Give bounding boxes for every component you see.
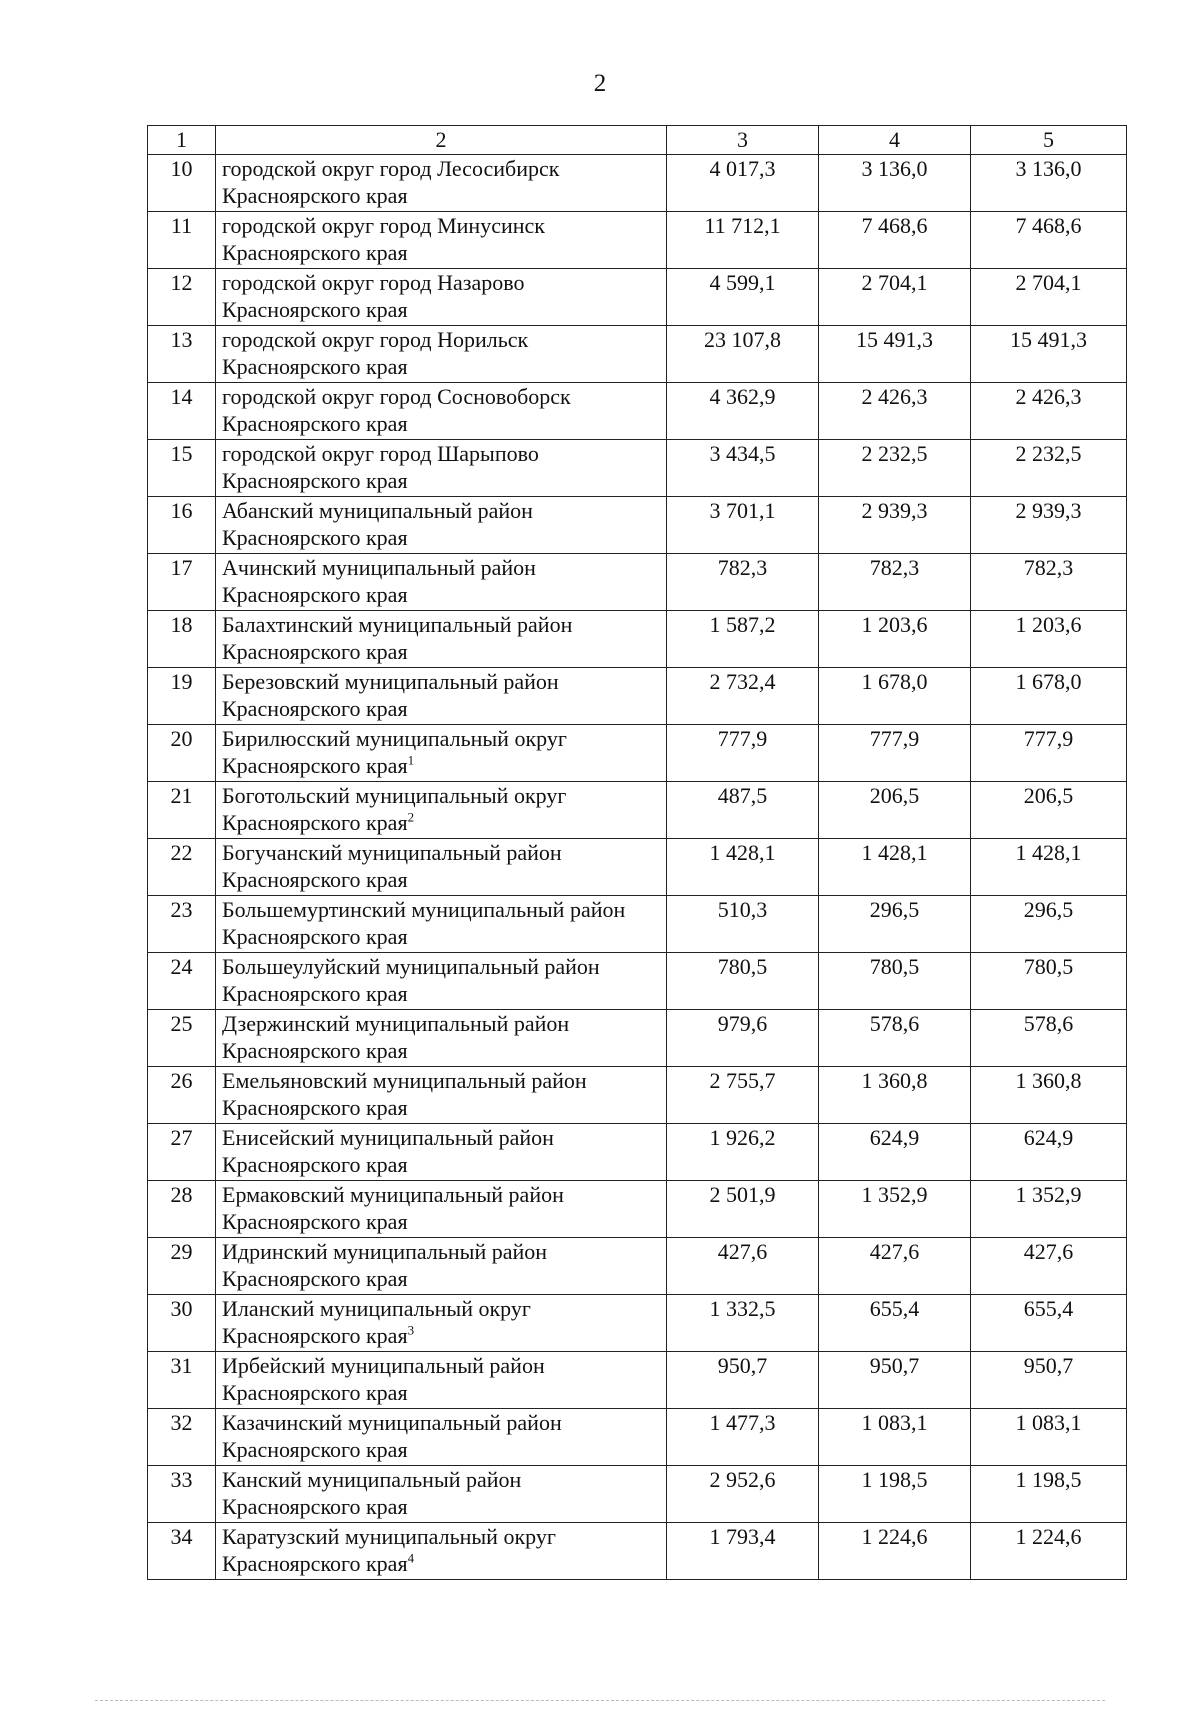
table-row	[148, 1352, 1127, 1409]
value-cell-c4: 3 136,0	[819, 155, 971, 212]
row-number: 25	[148, 1010, 216, 1067]
municipality-name-cell	[216, 1067, 667, 1124]
row-number: 17	[148, 554, 216, 611]
value-cell-c5: 950,7	[971, 1352, 1127, 1409]
value-cell-c3: 1 587,2	[667, 611, 819, 668]
municipality-name-cell	[216, 554, 667, 611]
municipality-name-line2	[222, 1037, 666, 1064]
municipality-name-line1: Бирилюсский муниципальный округ	[222, 726, 567, 751]
municipality-name-line2	[222, 1322, 666, 1349]
data-table	[147, 125, 1127, 1580]
value-cell-c5: 427,6	[971, 1238, 1127, 1295]
row-number: 22	[148, 839, 216, 896]
region-text: Красноярского края	[222, 1038, 408, 1063]
municipality-name-line2	[222, 353, 666, 380]
region-text: Красноярского края	[222, 1095, 408, 1120]
value-cell-c4: 7 468,6	[819, 212, 971, 269]
region-text: Красноярского края	[222, 582, 408, 607]
region-text: Красноярского края	[222, 354, 408, 379]
value-cell-c5: 782,3	[971, 554, 1127, 611]
table-row	[148, 839, 1127, 896]
value-cell-c3: 1 477,3	[667, 1409, 819, 1466]
region-text: Красноярского края	[222, 696, 408, 721]
value-cell-c3: 1 926,2	[667, 1124, 819, 1181]
table-row	[148, 668, 1127, 725]
municipality-name-line2	[222, 695, 666, 722]
value-cell-c3: 777,9	[667, 725, 819, 782]
region-text: Красноярского края	[222, 468, 408, 493]
row-number: 28	[148, 1181, 216, 1238]
municipality-name-line1: Емельяновский муниципальный район	[222, 1068, 587, 1093]
municipality-name-line1: Казачинский муниципальный район	[222, 1410, 562, 1435]
value-cell-c4: 1 678,0	[819, 668, 971, 725]
municipality-name-cell	[216, 896, 667, 953]
value-cell-c4: 1 083,1	[819, 1409, 971, 1466]
municipality-name-cell	[216, 497, 667, 554]
municipality-name-line1: городской округ город Лесосибирск	[222, 156, 560, 181]
value-cell-c5: 1 352,9	[971, 1181, 1127, 1238]
region-text: Красноярского края	[222, 1323, 408, 1348]
value-cell-c3: 2 952,6	[667, 1466, 819, 1523]
table-row	[148, 155, 1127, 212]
municipality-name-cell	[216, 953, 667, 1010]
municipality-name-line1: Енисейский муниципальный район	[222, 1125, 554, 1150]
region-text: Красноярского края	[222, 297, 408, 322]
municipality-name-line1: Богучанский муниципальный район	[222, 840, 562, 865]
municipality-name-line1: Каратузский муниципальный округ	[222, 1524, 556, 1549]
value-cell-c4: 2 939,3	[819, 497, 971, 554]
municipality-name-line2	[222, 239, 666, 266]
value-cell-c5: 7 468,6	[971, 212, 1127, 269]
value-cell-c4: 777,9	[819, 725, 971, 782]
table-row	[148, 1124, 1127, 1181]
value-cell-c4: 2 232,5	[819, 440, 971, 497]
municipality-name-line1: Идринский муниципальный район	[222, 1239, 548, 1264]
header-cell-3: 3	[667, 126, 819, 155]
municipality-name-cell	[216, 1295, 667, 1352]
header-cell-1: 1	[148, 126, 216, 155]
header-cell-2: 2	[216, 126, 667, 155]
value-cell-c4: 427,6	[819, 1238, 971, 1295]
municipality-name-line2	[222, 923, 666, 950]
value-cell-c3: 782,3	[667, 554, 819, 611]
municipality-name-line1: Канский муниципальный район	[222, 1467, 522, 1492]
region-text: Красноярского края	[222, 1551, 408, 1576]
value-cell-c4: 1 198,5	[819, 1466, 971, 1523]
value-cell-c3: 1 428,1	[667, 839, 819, 896]
row-number: 26	[148, 1067, 216, 1124]
value-cell-c5: 1 428,1	[971, 839, 1127, 896]
value-cell-c5: 578,6	[971, 1010, 1127, 1067]
municipality-name-line1: городской округ город Шарыпово	[222, 441, 539, 466]
value-cell-c3: 427,6	[667, 1238, 819, 1295]
municipality-name-cell	[216, 668, 667, 725]
page-number: 2	[593, 70, 607, 97]
municipality-name-cell	[216, 1181, 667, 1238]
value-cell-c4: 1 360,8	[819, 1067, 971, 1124]
row-number: 34	[148, 1523, 216, 1580]
municipality-name-line1: Большеулуйский муниципальный район	[222, 954, 600, 979]
value-cell-c3: 950,7	[667, 1352, 819, 1409]
row-number: 15	[148, 440, 216, 497]
table-row	[148, 896, 1127, 953]
municipality-name-line2	[222, 467, 666, 494]
value-cell-c3: 2 501,9	[667, 1181, 819, 1238]
footnote-marker: 4	[407, 1550, 415, 1566]
municipality-name-line2	[222, 866, 666, 893]
table-row	[148, 1295, 1127, 1352]
municipality-name-line2	[222, 1493, 666, 1520]
value-cell-c4: 1 352,9	[819, 1181, 971, 1238]
region-text: Красноярского края	[222, 1209, 408, 1234]
municipality-name-line1: городской округ город Сосновоборск	[222, 384, 571, 409]
value-cell-c5: 15 491,3	[971, 326, 1127, 383]
municipality-name-line2	[222, 1436, 666, 1463]
municipality-name-line2	[222, 1379, 666, 1406]
value-cell-c5: 1 203,6	[971, 611, 1127, 668]
municipality-name-line2	[222, 1265, 666, 1292]
value-cell-c4: 2 426,3	[819, 383, 971, 440]
footer-divider	[95, 1700, 1105, 1702]
row-number: 29	[148, 1238, 216, 1295]
header-cell-5: 5	[971, 126, 1127, 155]
municipality-name-line2	[222, 980, 666, 1007]
municipality-name-line2	[222, 410, 666, 437]
value-cell-c3: 4 362,9	[667, 383, 819, 440]
table-row	[148, 383, 1127, 440]
region-text: Красноярского края	[222, 1152, 408, 1177]
footnote-marker: 2	[407, 809, 415, 825]
municipality-name-line2	[222, 524, 666, 551]
footnote-marker: 3	[407, 1322, 415, 1338]
footnote-marker: 1	[407, 752, 415, 768]
municipality-name-line2	[222, 809, 666, 836]
municipality-name-cell	[216, 1409, 667, 1466]
region-text: Красноярского края	[222, 867, 408, 892]
table-row	[148, 554, 1127, 611]
value-cell-c4: 578,6	[819, 1010, 971, 1067]
value-cell-c4: 950,7	[819, 1352, 971, 1409]
municipality-name-line1: Ирбейский муниципальный район	[222, 1353, 545, 1378]
value-cell-c4: 15 491,3	[819, 326, 971, 383]
value-cell-c5: 2 704,1	[971, 269, 1127, 326]
row-number: 13	[148, 326, 216, 383]
municipality-name-line1: Абанский муниципальный район	[222, 498, 533, 523]
value-cell-c5: 1 678,0	[971, 668, 1127, 725]
row-number: 20	[148, 725, 216, 782]
row-number: 30	[148, 1295, 216, 1352]
table-row	[148, 1523, 1127, 1580]
region-text: Красноярского края	[222, 1266, 408, 1291]
municipality-name-cell	[216, 1010, 667, 1067]
municipality-name-cell	[216, 440, 667, 497]
row-number: 12	[148, 269, 216, 326]
municipality-name-line2	[222, 581, 666, 608]
municipality-name-line2	[222, 296, 666, 323]
row-number: 18	[148, 611, 216, 668]
table-row	[148, 1409, 1127, 1466]
value-cell-c4: 655,4	[819, 1295, 971, 1352]
value-cell-c3: 2 732,4	[667, 668, 819, 725]
value-cell-c5: 655,4	[971, 1295, 1127, 1352]
value-cell-c3: 780,5	[667, 953, 819, 1010]
table-header-row	[148, 126, 1127, 155]
municipality-name-cell	[216, 1124, 667, 1181]
value-cell-c3: 2 755,7	[667, 1067, 819, 1124]
value-cell-c5: 296,5	[971, 896, 1127, 953]
value-cell-c5: 1 198,5	[971, 1466, 1127, 1523]
row-number: 32	[148, 1409, 216, 1466]
municipality-name-line1: городской округ город Минусинск	[222, 213, 545, 238]
table-row	[148, 1067, 1127, 1124]
municipality-name-cell	[216, 782, 667, 839]
value-cell-c5: 777,9	[971, 725, 1127, 782]
municipality-name-line1: Ачинский муниципальный район	[222, 555, 536, 580]
row-number: 27	[148, 1124, 216, 1181]
region-text: Красноярского края	[222, 810, 408, 835]
row-number: 11	[148, 212, 216, 269]
header-cell-4: 4	[819, 126, 971, 155]
row-number: 24	[148, 953, 216, 1010]
value-cell-c5: 2 939,3	[971, 497, 1127, 554]
value-cell-c4: 1 224,6	[819, 1523, 971, 1580]
row-number: 10	[148, 155, 216, 212]
value-cell-c4: 1 428,1	[819, 839, 971, 896]
table-row	[148, 1181, 1127, 1238]
row-number: 21	[148, 782, 216, 839]
value-cell-c5: 1 083,1	[971, 1409, 1127, 1466]
region-text: Красноярского края	[222, 411, 408, 436]
municipality-name-line1: Березовский муниципальный район	[222, 669, 559, 694]
municipality-name-line1: городской округ город Назарово	[222, 270, 525, 295]
region-text: Красноярского края	[222, 753, 408, 778]
region-text: Красноярского края	[222, 240, 408, 265]
value-cell-c5: 2 232,5	[971, 440, 1127, 497]
row-number: 19	[148, 668, 216, 725]
value-cell-c4: 2 704,1	[819, 269, 971, 326]
municipality-name-cell	[216, 383, 667, 440]
value-cell-c4: 624,9	[819, 1124, 971, 1181]
table-row	[148, 269, 1127, 326]
municipality-name-line1: городской округ город Норильск	[222, 327, 529, 352]
municipality-name-cell	[216, 611, 667, 668]
table-row	[148, 440, 1127, 497]
municipality-name-line1: Иланский муниципальный округ	[222, 1296, 531, 1321]
value-cell-c3: 4 017,3	[667, 155, 819, 212]
municipality-name-line2	[222, 1208, 666, 1235]
municipality-name-cell	[216, 1238, 667, 1295]
municipality-name-line1: Ермаковский муниципальный район	[222, 1182, 564, 1207]
value-cell-c4: 296,5	[819, 896, 971, 953]
region-text: Красноярского края	[222, 183, 408, 208]
municipality-name-cell	[216, 269, 667, 326]
region-text: Красноярского края	[222, 1437, 408, 1462]
table-row	[148, 953, 1127, 1010]
municipality-name-cell	[216, 1466, 667, 1523]
municipality-name-line2	[222, 752, 666, 779]
value-cell-c5: 1 224,6	[971, 1523, 1127, 1580]
municipality-name-line2	[222, 1151, 666, 1178]
row-number: 31	[148, 1352, 216, 1409]
value-cell-c5: 3 136,0	[971, 155, 1127, 212]
municipality-name-line2	[222, 1094, 666, 1121]
value-cell-c5: 2 426,3	[971, 383, 1127, 440]
table-row	[148, 611, 1127, 668]
table-row	[148, 1010, 1127, 1067]
municipality-name-cell	[216, 155, 667, 212]
municipality-name-cell	[216, 212, 667, 269]
municipality-name-line2	[222, 182, 666, 209]
region-text: Красноярского края	[222, 639, 408, 664]
municipality-name-cell	[216, 1523, 667, 1580]
region-text: Красноярского края	[222, 981, 408, 1006]
municipality-name-line2	[222, 638, 666, 665]
value-cell-c4: 206,5	[819, 782, 971, 839]
row-number: 16	[148, 497, 216, 554]
municipality-name-line1: Дзержинский муниципальный район	[222, 1011, 570, 1036]
municipality-name-line2	[222, 1550, 666, 1577]
value-cell-c3: 4 599,1	[667, 269, 819, 326]
region-text: Красноярского края	[222, 525, 408, 550]
value-cell-c4: 780,5	[819, 953, 971, 1010]
value-cell-c5: 1 360,8	[971, 1067, 1127, 1124]
municipality-name-cell	[216, 839, 667, 896]
value-cell-c3: 487,5	[667, 782, 819, 839]
table-row	[148, 212, 1127, 269]
row-number: 23	[148, 896, 216, 953]
value-cell-c3: 510,3	[667, 896, 819, 953]
table-row	[148, 1238, 1127, 1295]
value-cell-c4: 782,3	[819, 554, 971, 611]
table-row	[148, 326, 1127, 383]
table-row	[148, 497, 1127, 554]
municipality-name-cell	[216, 326, 667, 383]
value-cell-c3: 23 107,8	[667, 326, 819, 383]
value-cell-c3: 3 434,5	[667, 440, 819, 497]
municipality-name-cell	[216, 1352, 667, 1409]
table-row	[148, 725, 1127, 782]
row-number: 14	[148, 383, 216, 440]
row-number: 33	[148, 1466, 216, 1523]
value-cell-c3: 1 793,4	[667, 1523, 819, 1580]
region-text: Красноярского края	[222, 1380, 408, 1405]
value-cell-c5: 624,9	[971, 1124, 1127, 1181]
value-cell-c3: 1 332,5	[667, 1295, 819, 1352]
municipality-name-line1: Большемуртинский муниципальный район	[222, 897, 626, 922]
municipality-name-line1: Балахтинский муниципальный район	[222, 612, 573, 637]
value-cell-c3: 979,6	[667, 1010, 819, 1067]
region-text: Красноярского края	[222, 1494, 408, 1519]
value-cell-c5: 780,5	[971, 953, 1127, 1010]
value-cell-c5: 206,5	[971, 782, 1127, 839]
value-cell-c4: 1 203,6	[819, 611, 971, 668]
table-row	[148, 782, 1127, 839]
municipality-name-line1: Боготольский муниципальный округ	[222, 783, 567, 808]
table-row	[148, 1466, 1127, 1523]
region-text: Красноярского края	[222, 924, 408, 949]
value-cell-c3: 11 712,1	[667, 212, 819, 269]
municipality-name-cell	[216, 725, 667, 782]
value-cell-c3: 3 701,1	[667, 497, 819, 554]
